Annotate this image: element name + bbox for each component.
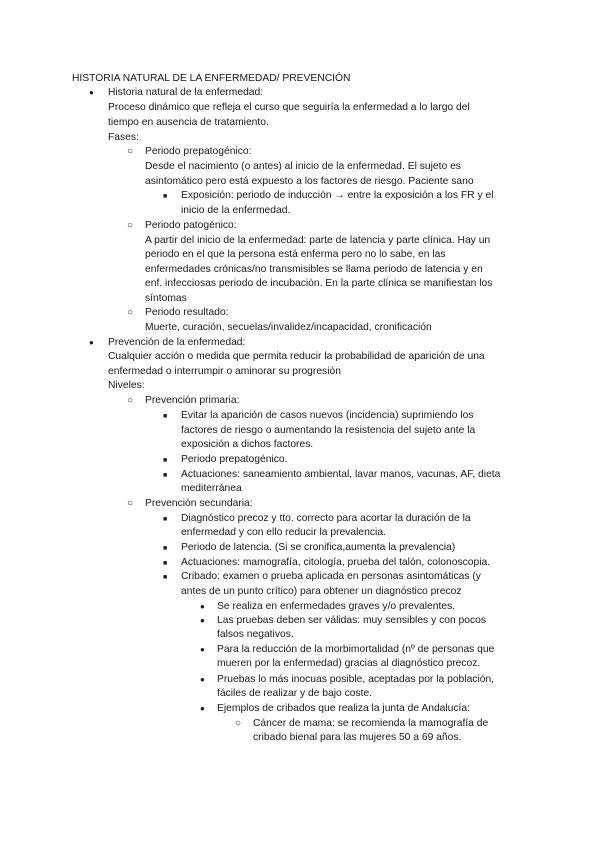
- historia-definition-line: tiempo en ausencia de tratamiento.: [108, 117, 269, 128]
- cribado-item-line: Para la reducción de la morbimortalidad (nº de personas que: [217, 644, 495, 655]
- patogenico-text-line: enf. infecciosas periodo de incubación. En la parte clínica se manifiestan los: [145, 278, 493, 289]
- cribado-item-line: fáciles de realizar y de bajo coste.: [217, 688, 373, 699]
- prevencion-definition-line: Cualquier acción o medida que permita reducir la probabilidad de aparición de una: [108, 351, 485, 362]
- historia-heading: Historia natural de la enfermedad:: [108, 87, 264, 98]
- bullet-square-icon: ■: [163, 472, 168, 479]
- patogenico-text-line: periodo en el que la persona está enferma pero no lo sabe, en las: [145, 249, 446, 260]
- bullet-filled-icon: ●: [89, 88, 94, 97]
- bullet-filled-icon: ●: [200, 616, 205, 625]
- resultado-heading: Periodo resultado:: [145, 307, 229, 318]
- cribado-text-line: antes de un punto crítico) para obtener un diagnóstico precoz: [181, 586, 462, 597]
- bullet-hollow-icon: ○: [127, 498, 134, 509]
- cribado-text-line: Cribado: examen o prueba aplicada en personas asintomáticas (y: [181, 571, 481, 582]
- secundaria-heading: Prevención secundaria:: [145, 498, 253, 509]
- secundaria-text-line: Periodo de latencia. (Si se cronifica,aumenta la prevalencia): [181, 542, 456, 553]
- bullet-square-icon: ■: [163, 413, 168, 420]
- cribado-item-line: Se realiza en enfermedades graves y/o prevalentes.: [217, 601, 456, 612]
- mama-text-line: cribado bienal para las mujeres 50 a 69 años.: [253, 732, 462, 743]
- secundaria-text-line: Actuaciones: mamografía, citología, prueba del talón, colonoscopia.: [181, 557, 491, 568]
- patogenico-text-line: enfermedades crónicas/no transmisibles se llama periodo de latencia y en: [145, 264, 483, 275]
- bullet-hollow-icon: ○: [127, 307, 134, 318]
- cribado-item-line: falsos negativos.: [217, 629, 294, 640]
- bullet-filled-icon: ●: [200, 602, 205, 611]
- bullet-square-icon: ■: [163, 545, 168, 552]
- secundaria-text-line: enfermedad y con ello reducir la prevalencia.: [181, 527, 386, 538]
- cribado-item-line: mueren por la enfermedad) gracias al diagnóstico precoz.: [217, 658, 481, 669]
- bullet-hollow-icon: ○: [127, 220, 134, 231]
- niveles-label: Niveles:: [108, 380, 145, 391]
- prepatogenico-heading: Periodo prepatogénico:: [145, 146, 252, 157]
- bullet-square-icon: ■: [163, 193, 168, 200]
- historia-definition-line: Proceso dinámico que refleja el curso que seguiría la enfermedad a lo largo del: [108, 102, 470, 113]
- primaria-text-line: Evitar la aparición de casos nuevos (incidencia) suprimiendo los: [181, 410, 474, 421]
- fases-label: Fases:: [108, 132, 139, 143]
- primaria-text-line: Actuaciones: saneamiento ambiental, lavar manos, vacunas, AF, dieta: [181, 469, 501, 480]
- bullet-filled-icon: ●: [200, 704, 205, 713]
- cribado-item-line: Pruebas lo más inocuas posible, aceptadas por la población,: [217, 674, 495, 685]
- exposicion-text-line: Exposición: periodo de inducción → entre la exposición a los FR y el: [181, 190, 494, 201]
- exposicion-text-line: inicio de la enfermedad.: [181, 205, 291, 216]
- primaria-text-line: factores de riesgo o aumentando la resistencia del sujeto ante la: [181, 425, 476, 436]
- bullet-square-icon: ■: [163, 560, 168, 567]
- cribado-item-line: Ejemplos de cribados que realiza la junta de Andalucía:: [217, 703, 471, 714]
- cribado-item-line: Las pruebas deben ser válidas: muy sensibles y con pocos: [217, 615, 487, 626]
- primaria-heading: Prevención primaria:: [145, 395, 240, 406]
- prevencion-heading: Prevención de la enfermedad:: [108, 337, 246, 348]
- primaria-text-line: mediterránea: [181, 483, 242, 494]
- resultado-text-line: Muerte, curación, secuelas/invalidez/incapacidad, cronificación: [145, 322, 432, 333]
- bullet-hollow-icon: ○: [127, 146, 134, 157]
- mama-text-line: Cáncer de mama: se recomienda la mamografía de: [253, 718, 489, 729]
- bullet-hollow-icon: ○: [127, 395, 134, 406]
- secundaria-text-line: Diagnóstico precoz y tto. correcto para acortar la duración de la: [181, 513, 471, 524]
- bullet-filled-icon: ●: [200, 675, 205, 684]
- patogenico-text-line: síntomas: [145, 293, 187, 304]
- bullet-filled-icon: ●: [200, 645, 205, 654]
- bullet-filled-icon: ●: [89, 338, 94, 347]
- patogenico-heading: Periodo patogénico:: [145, 220, 237, 231]
- bullet-square-icon: ■: [163, 516, 168, 523]
- prevencion-definition-line: enfermedad o interrumpir o aminorar su progresión: [108, 366, 341, 377]
- primaria-text-line: Periodo prepatogénico.: [181, 454, 288, 465]
- bullet-square-icon: ■: [163, 574, 168, 581]
- primaria-text-line: exposición a dichos factores.: [181, 439, 314, 450]
- patogenico-text-line: A partir del inicio de la enfermedad: parte de latencia y parte clínica. Hay un: [145, 235, 491, 246]
- bullet-hollow-icon: ○: [235, 718, 242, 729]
- prepatogenico-text-line: Desde el nacimiento (o antes) al inicio de la enfermedad. El sujeto es: [145, 161, 461, 172]
- bullet-square-icon: ■: [163, 457, 168, 464]
- prepatogenico-text-line: asintomático pero está expuesto a los factores de riesgo. Paciente sano: [145, 176, 474, 187]
- document-title: HISTORIA NATURAL DE LA ENFERMEDAD/ PREVENCIÓN: [72, 73, 351, 84]
